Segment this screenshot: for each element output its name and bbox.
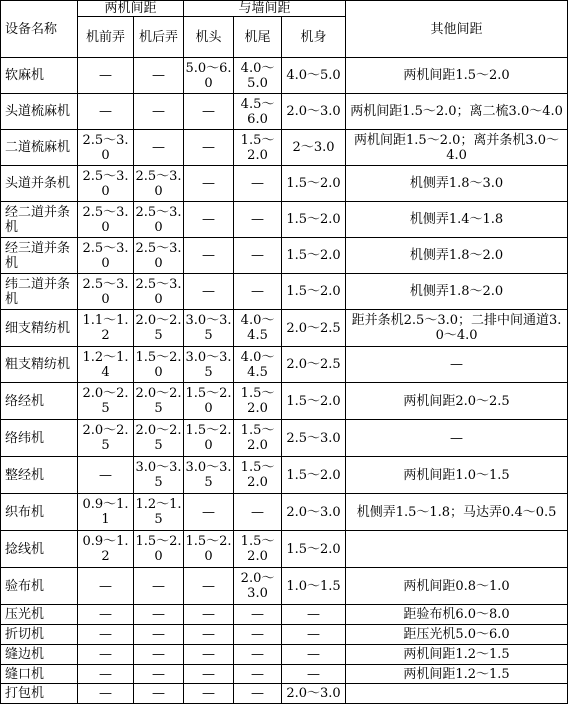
- table-row: [1, 310, 568, 347]
- rear-aisle-cell: 3.0～3.5: [134, 457, 184, 494]
- tail-cell: —: [234, 166, 282, 202]
- body-cell: 1.5～2.0: [282, 457, 346, 494]
- rear-aisle-cell: 1.2～1.5: [134, 494, 184, 531]
- other-spacing-cell: [346, 531, 568, 568]
- row-name: 络纬机: [1, 420, 78, 457]
- other-spacing-cell: 两机间距1.5～2.0: [346, 58, 568, 94]
- head-cell: —: [184, 494, 234, 531]
- other-spacing-cell: 两机间距1.5～2.0；离并条机3.0～4.0: [346, 130, 568, 166]
- rear-aisle-cell: 1.5～2.0: [134, 531, 184, 568]
- other-spacing-cell: 两机间距1.2～1.5: [346, 665, 568, 684]
- head-cell: —: [184, 94, 234, 130]
- header-device: 设备名称: [1, 1, 78, 58]
- table-row: [1, 665, 568, 684]
- body-cell: —: [282, 645, 346, 665]
- rear-aisle-cell: —: [134, 645, 184, 665]
- front-aisle-cell: —: [78, 645, 134, 665]
- row-name: 纬二道并条机: [1, 274, 78, 310]
- other-spacing-cell: [346, 684, 568, 704]
- other-spacing-cell: 两机间距1.5～2.0；离二梳3.0～4.0: [346, 94, 568, 130]
- body-cell: 1.5～2.0: [282, 531, 346, 568]
- header-other-spacing: 其他间距: [346, 1, 568, 58]
- head-cell: 5.0～6.0: [184, 58, 234, 94]
- header-between-machines: 两机间距: [78, 1, 184, 17]
- table-row: [1, 494, 568, 531]
- tail-cell: 1.5～2.0: [234, 420, 282, 457]
- table-row: [1, 130, 568, 166]
- body-cell: 4.0～5.0: [282, 58, 346, 94]
- body-cell: 2.0～3.0: [282, 494, 346, 531]
- table-row: [1, 605, 568, 625]
- table-row: [1, 625, 568, 645]
- row-name: 整经机: [1, 457, 78, 494]
- row-name: 经三道并条机: [1, 238, 78, 274]
- row-name: 软麻机: [1, 58, 78, 94]
- row-name: 头道梳麻机: [1, 94, 78, 130]
- row-name: 二道梳麻机: [1, 130, 78, 166]
- table-row: [1, 58, 568, 94]
- header-body: 机身: [282, 17, 346, 58]
- head-cell: —: [184, 202, 234, 238]
- front-aisle-cell: 1.1～1.2: [78, 310, 134, 347]
- head-cell: —: [184, 665, 234, 684]
- table-row: [1, 684, 568, 704]
- head-cell: —: [184, 238, 234, 274]
- row-name: 打包机: [1, 684, 78, 704]
- table-row: [1, 420, 568, 457]
- front-aisle-cell: —: [78, 684, 134, 704]
- rear-aisle-cell: 2.0～2.5: [134, 383, 184, 420]
- front-aisle-cell: 0.9～1.1: [78, 494, 134, 531]
- front-aisle-cell: 2.5～3.0: [78, 202, 134, 238]
- front-aisle-cell: 2.5～3.0: [78, 166, 134, 202]
- other-spacing-cell: 机侧弄1.5～1.8；马达弄0.4～0.5: [346, 494, 568, 531]
- row-name: 缝边机: [1, 645, 78, 665]
- table-body: [1, 58, 568, 704]
- table-row: [1, 383, 568, 420]
- other-spacing-cell: 距压光机5.0～6.0: [346, 625, 568, 645]
- front-aisle-cell: —: [78, 605, 134, 625]
- tail-cell: 1.5～2.0: [234, 130, 282, 166]
- table-row: [1, 274, 568, 310]
- table-row: [1, 568, 568, 605]
- tail-cell: 4.0～4.5: [234, 310, 282, 347]
- body-cell: 2.0～3.0: [282, 684, 346, 704]
- head-cell: —: [184, 130, 234, 166]
- row-name: 验布机: [1, 568, 78, 605]
- header-front-aisle: 机前弄: [78, 17, 134, 58]
- row-name: 折切机: [1, 625, 78, 645]
- head-cell: —: [184, 274, 234, 310]
- head-cell: —: [184, 684, 234, 704]
- rear-aisle-cell: —: [134, 625, 184, 645]
- tail-cell: 2.0～3.0: [234, 568, 282, 605]
- header-head: 机头: [184, 17, 234, 58]
- tail-cell: —: [234, 605, 282, 625]
- tail-cell: —: [234, 202, 282, 238]
- rear-aisle-cell: —: [134, 605, 184, 625]
- tail-cell: 1.5～2.0: [234, 383, 282, 420]
- tail-cell: —: [234, 238, 282, 274]
- front-aisle-cell: —: [78, 58, 134, 94]
- tail-cell: —: [234, 494, 282, 531]
- body-cell: 2.5～3.0: [282, 420, 346, 457]
- body-cell: 2～3.0: [282, 130, 346, 166]
- body-cell: —: [282, 605, 346, 625]
- body-cell: 1.5～2.0: [282, 274, 346, 310]
- other-spacing-cell: 两机间距1.0～1.5: [346, 457, 568, 494]
- row-name: 织布机: [1, 494, 78, 531]
- header-rear-aisle: 机后弄: [134, 17, 184, 58]
- body-cell: 1.5～2.0: [282, 238, 346, 274]
- front-aisle-cell: 2.0～2.5: [78, 420, 134, 457]
- rear-aisle-cell: 2.5～3.0: [134, 202, 184, 238]
- rear-aisle-cell: 1.5～2.0: [134, 347, 184, 383]
- rear-aisle-cell: —: [134, 130, 184, 166]
- rear-aisle-cell: 2.0～2.5: [134, 310, 184, 347]
- table-row: [1, 94, 568, 130]
- other-spacing-cell: 机侧弄1.8～3.0: [346, 166, 568, 202]
- front-aisle-cell: 2.5～3.0: [78, 238, 134, 274]
- body-cell: 2.0～2.5: [282, 347, 346, 383]
- other-spacing-cell: 机侧弄1.8～2.0: [346, 238, 568, 274]
- body-cell: 1.5～2.0: [282, 202, 346, 238]
- rear-aisle-cell: 2.5～3.0: [134, 238, 184, 274]
- front-aisle-cell: —: [78, 568, 134, 605]
- head-cell: 1.5～2.0: [184, 383, 234, 420]
- body-cell: 1.0～1.5: [282, 568, 346, 605]
- table-row: [1, 238, 568, 274]
- tail-cell: 1.5～2.0: [234, 457, 282, 494]
- row-name: 细支精纺机: [1, 310, 78, 347]
- row-name: 粗支精纺机: [1, 347, 78, 383]
- body-cell: 1.5～2.0: [282, 166, 346, 202]
- other-spacing-cell: 两机间距2.0～2.5: [346, 383, 568, 420]
- rear-aisle-cell: —: [134, 568, 184, 605]
- tail-cell: 4.5～6.0: [234, 94, 282, 130]
- tail-cell: 1.5～2.0: [234, 531, 282, 568]
- front-aisle-cell: —: [78, 457, 134, 494]
- head-cell: —: [184, 568, 234, 605]
- table-row: [1, 202, 568, 238]
- row-name: 压光机: [1, 605, 78, 625]
- head-cell: 3.0～3.5: [184, 347, 234, 383]
- tail-cell: —: [234, 274, 282, 310]
- other-spacing-cell: —: [346, 347, 568, 383]
- table-row: [1, 531, 568, 568]
- row-name: 缝口机: [1, 665, 78, 684]
- tail-cell: —: [234, 665, 282, 684]
- head-cell: 1.5～2.0: [184, 420, 234, 457]
- head-cell: 3.0～3.5: [184, 310, 234, 347]
- tail-cell: 4.0～5.0: [234, 58, 282, 94]
- front-aisle-cell: 2.0～2.5: [78, 383, 134, 420]
- head-cell: 1.5～2.0: [184, 531, 234, 568]
- other-spacing-cell: 机侧弄1.8～2.0: [346, 274, 568, 310]
- front-aisle-cell: —: [78, 625, 134, 645]
- row-name: 经二道并条机: [1, 202, 78, 238]
- head-cell: —: [184, 625, 234, 645]
- header-tail: 机尾: [234, 17, 282, 58]
- other-spacing-cell: 两机间距0.8～1.0: [346, 568, 568, 605]
- front-aisle-cell: 2.5～3.0: [78, 274, 134, 310]
- table-row: [1, 457, 568, 494]
- head-cell: —: [184, 166, 234, 202]
- front-aisle-cell: 2.5～3.0: [78, 130, 134, 166]
- row-name: 捻线机: [1, 531, 78, 568]
- rear-aisle-cell: —: [134, 665, 184, 684]
- tail-cell: 4.0～4.5: [234, 347, 282, 383]
- rear-aisle-cell: —: [134, 684, 184, 704]
- body-cell: 2.0～3.0: [282, 94, 346, 130]
- front-aisle-cell: —: [78, 665, 134, 684]
- other-spacing-cell: 距验布机6.0～8.0: [346, 605, 568, 625]
- tail-cell: —: [234, 684, 282, 704]
- head-cell: —: [184, 645, 234, 665]
- front-aisle-cell: 0.9～1.2: [78, 531, 134, 568]
- rear-aisle-cell: 2.5～3.0: [134, 166, 184, 202]
- front-aisle-cell: —: [78, 94, 134, 130]
- other-spacing-cell: 两机间距1.2～1.5: [346, 645, 568, 665]
- rear-aisle-cell: 2.5～3.0: [134, 274, 184, 310]
- body-cell: —: [282, 665, 346, 684]
- other-spacing-cell: 距并条机2.5～3.0；二排中间通道3.0～4.0: [346, 310, 568, 347]
- tail-cell: —: [234, 625, 282, 645]
- rear-aisle-cell: 2.0～2.5: [134, 420, 184, 457]
- head-cell: 3.0～3.5: [184, 457, 234, 494]
- table-row: [1, 166, 568, 202]
- body-cell: —: [282, 625, 346, 645]
- body-cell: 2.0～2.5: [282, 310, 346, 347]
- row-name: 头道并条机: [1, 166, 78, 202]
- rear-aisle-cell: —: [134, 58, 184, 94]
- other-spacing-cell: —: [346, 420, 568, 457]
- table-row: [1, 645, 568, 665]
- front-aisle-cell: 1.2～1.4: [78, 347, 134, 383]
- other-spacing-cell: 机侧弄1.4～1.8: [346, 202, 568, 238]
- row-name: 络经机: [1, 383, 78, 420]
- header-wall-distance: 与墙间距: [184, 1, 346, 17]
- head-cell: —: [184, 605, 234, 625]
- rear-aisle-cell: —: [134, 94, 184, 130]
- table-row: [1, 347, 568, 383]
- tail-cell: —: [234, 645, 282, 665]
- body-cell: 1.5～2.0: [282, 383, 346, 420]
